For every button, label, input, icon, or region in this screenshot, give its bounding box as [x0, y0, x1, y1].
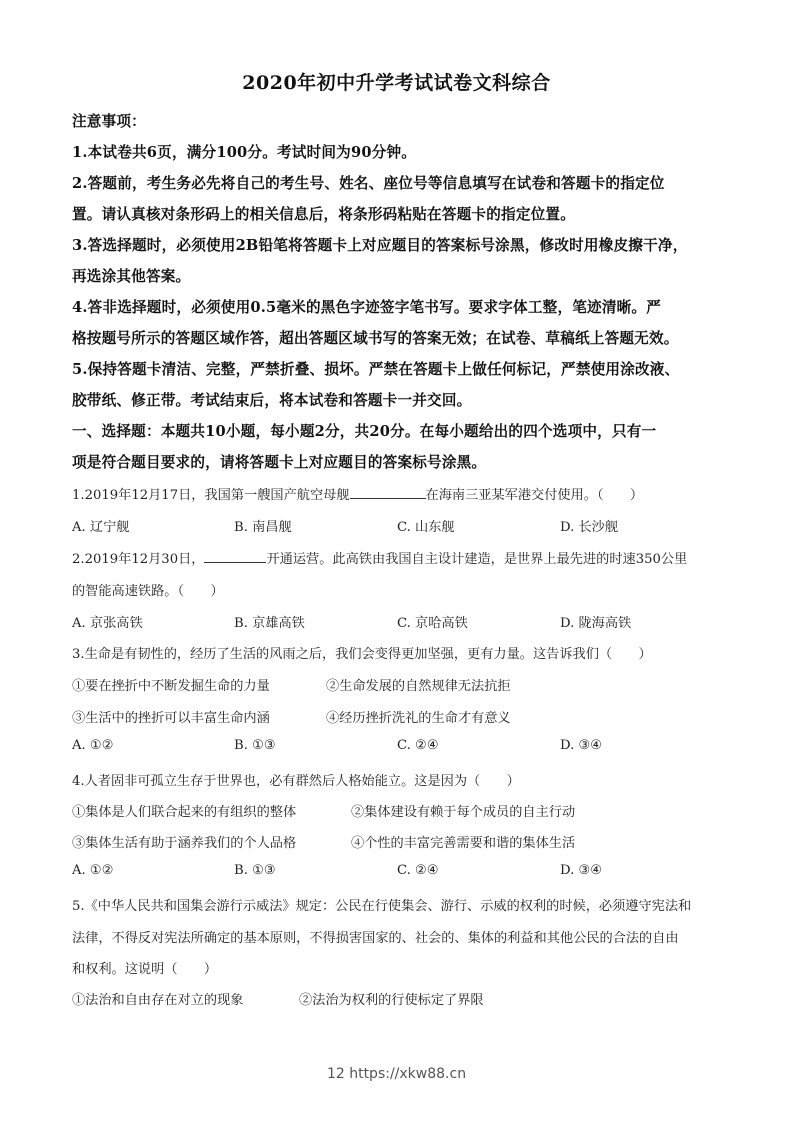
- question-4-stem: 4.人者固非可孤立生存于世界也，必有群然后人格始能立。这是因为（ ）: [72, 774, 520, 789]
- question-3-statement-2: ②生命发展的自然规律无法抗拒: [326, 679, 511, 694]
- notice-line: 5.保持答题卡清洁、完整，严禁折叠、损坏。严禁在答题卡上做任何标记，严禁使用涂改液、: [72, 361, 680, 378]
- notice-line: 置。请认真核对条形码上的相关信息后，将条形码粘贴在答题卡的指定位置。: [72, 206, 575, 223]
- notice-heading: 注意事项：: [72, 113, 146, 130]
- question-4-statement-1: ①集体是人们联合起来的有组织的整体: [72, 805, 297, 820]
- notice-line: 4.答非选择题时，必须使用0.5毫米的黑色字迹签字笔书写。要求字体工整，笔迹清晰。严: [72, 299, 661, 316]
- question-3-option-a: A. ①②: [72, 738, 114, 753]
- question-2-option-a: A. 京张高铁: [72, 616, 143, 631]
- section-heading: 一、选择题：本题共10小题，每小题2分，共20分。在每小题给出的四个选项中，只有一: [72, 423, 657, 440]
- question-1-stem-after: 在海南三亚某军港交付使用。（ ）: [425, 488, 644, 503]
- notice-line: 再选涂其他答案。: [72, 268, 191, 285]
- question-2-stem-before: 2.2019年12月30日，: [72, 552, 205, 567]
- notice-line: 格按题号所示的答题区域作答，超出答题区域书写的答案无效；在试卷、草稿纸上答题无效。: [72, 330, 679, 347]
- question-1-option-d: D. 长沙舰: [560, 520, 619, 535]
- question-1-option-b: B. 南昌舰: [234, 520, 292, 535]
- question-4-option-b: B. ①③: [234, 863, 276, 878]
- question-3-statement-4: ④经历挫折洗礼的生命才有意义: [326, 711, 511, 726]
- question-5-stem: 法律，不得反对宪法所确定的基本原则，不得损害国家的、社会的、集体的利益和其他公民的合法的自由: [72, 931, 679, 946]
- answer-blank: [350, 484, 426, 499]
- page-footer: 12 https://xkw88.cn: [326, 1066, 467, 1082]
- answer-blank: [204, 548, 266, 563]
- document-title: 2020年初中升学考试试卷文科综合: [242, 72, 551, 94]
- question-4-option-c: C. ②④: [397, 863, 439, 878]
- notice-line: 2.答题前，考生务必先将自己的考生号、姓名、座位号等信息填写在试卷和答题卡的指定位: [72, 175, 665, 192]
- question-2-option-d: D. 陇海高铁: [560, 616, 632, 631]
- question-2-option-b: B. 京雄高铁: [234, 616, 305, 631]
- question-4-statement-4: ④个性的丰富完善需要和谐的集体生活: [351, 836, 576, 851]
- section-heading: 项是符合题目要求的，请将答题卡上对应题目的答案标号涂黑。: [72, 454, 487, 471]
- question-3-statement-3: ③生活中的挫折可以丰富生命内涵: [72, 711, 270, 726]
- question-2-stem-line2: 的智能高速铁路。（ ）: [72, 584, 224, 599]
- question-3-statement-1: ①要在挫折中不断发掘生命的力量: [72, 679, 270, 694]
- question-4-option-d: D. ③④: [560, 863, 603, 878]
- question-5-stem: 和权利。这说明（ ）: [72, 962, 218, 977]
- question-3-option-c: C. ②④: [397, 738, 439, 753]
- question-5-stem: 5.《中华人民共和国集会游行示威法》规定：公民在行使集会、游行、示威的权利的时候，必须遵守宪法和: [72, 899, 692, 914]
- notice-line: 3.答选择题时，必须使用2B铅笔将答题卡上对应题目的答案标号涂黑，修改时用橡皮擦干净，: [72, 237, 688, 254]
- question-1-stem: [72, 484, 643, 503]
- notice-line: 胶带纸、修正带。考试结束后，将本试卷和答题卡一并交回。: [72, 392, 472, 409]
- question-1-option-c: C. 山东舰: [397, 520, 455, 535]
- question-4-statement-2: ②集体建设有赖于每个成员的自主行动: [351, 805, 576, 820]
- question-3-option-d: D. ③④: [560, 738, 603, 753]
- question-2-stem: [72, 548, 687, 567]
- question-1-option-a: A. 辽宁舰: [72, 520, 130, 535]
- question-2-stem-after: 开通运营。此高铁由我国自主设计建造，是世界上最先进的时速350公里: [266, 552, 688, 567]
- question-5-statement-1: ①法治和自由存在对立的现象: [72, 993, 244, 1008]
- question-5-statement-2: ②法治为权利的行使标定了界限: [299, 993, 484, 1008]
- question-3-stem: 3.生命是有韧性的，经历了生活的风雨之后，我们会变得更加坚强，更有力量。这告诉我们（ ）: [72, 647, 652, 662]
- question-1-stem-before: 1.2019年12月17日，我国第一艘国产航空母舰: [72, 488, 350, 503]
- question-4-statement-3: ③集体生活有助于涵养我们的个人品格: [72, 836, 297, 851]
- question-3-option-b: B. ①③: [234, 738, 276, 753]
- question-2-option-c: C. 京哈高铁: [397, 616, 468, 631]
- question-4-option-a: A. ①②: [72, 863, 114, 878]
- notice-line: 1.本试卷共6页，满分100分。考试时间为90分钟。: [72, 144, 417, 161]
